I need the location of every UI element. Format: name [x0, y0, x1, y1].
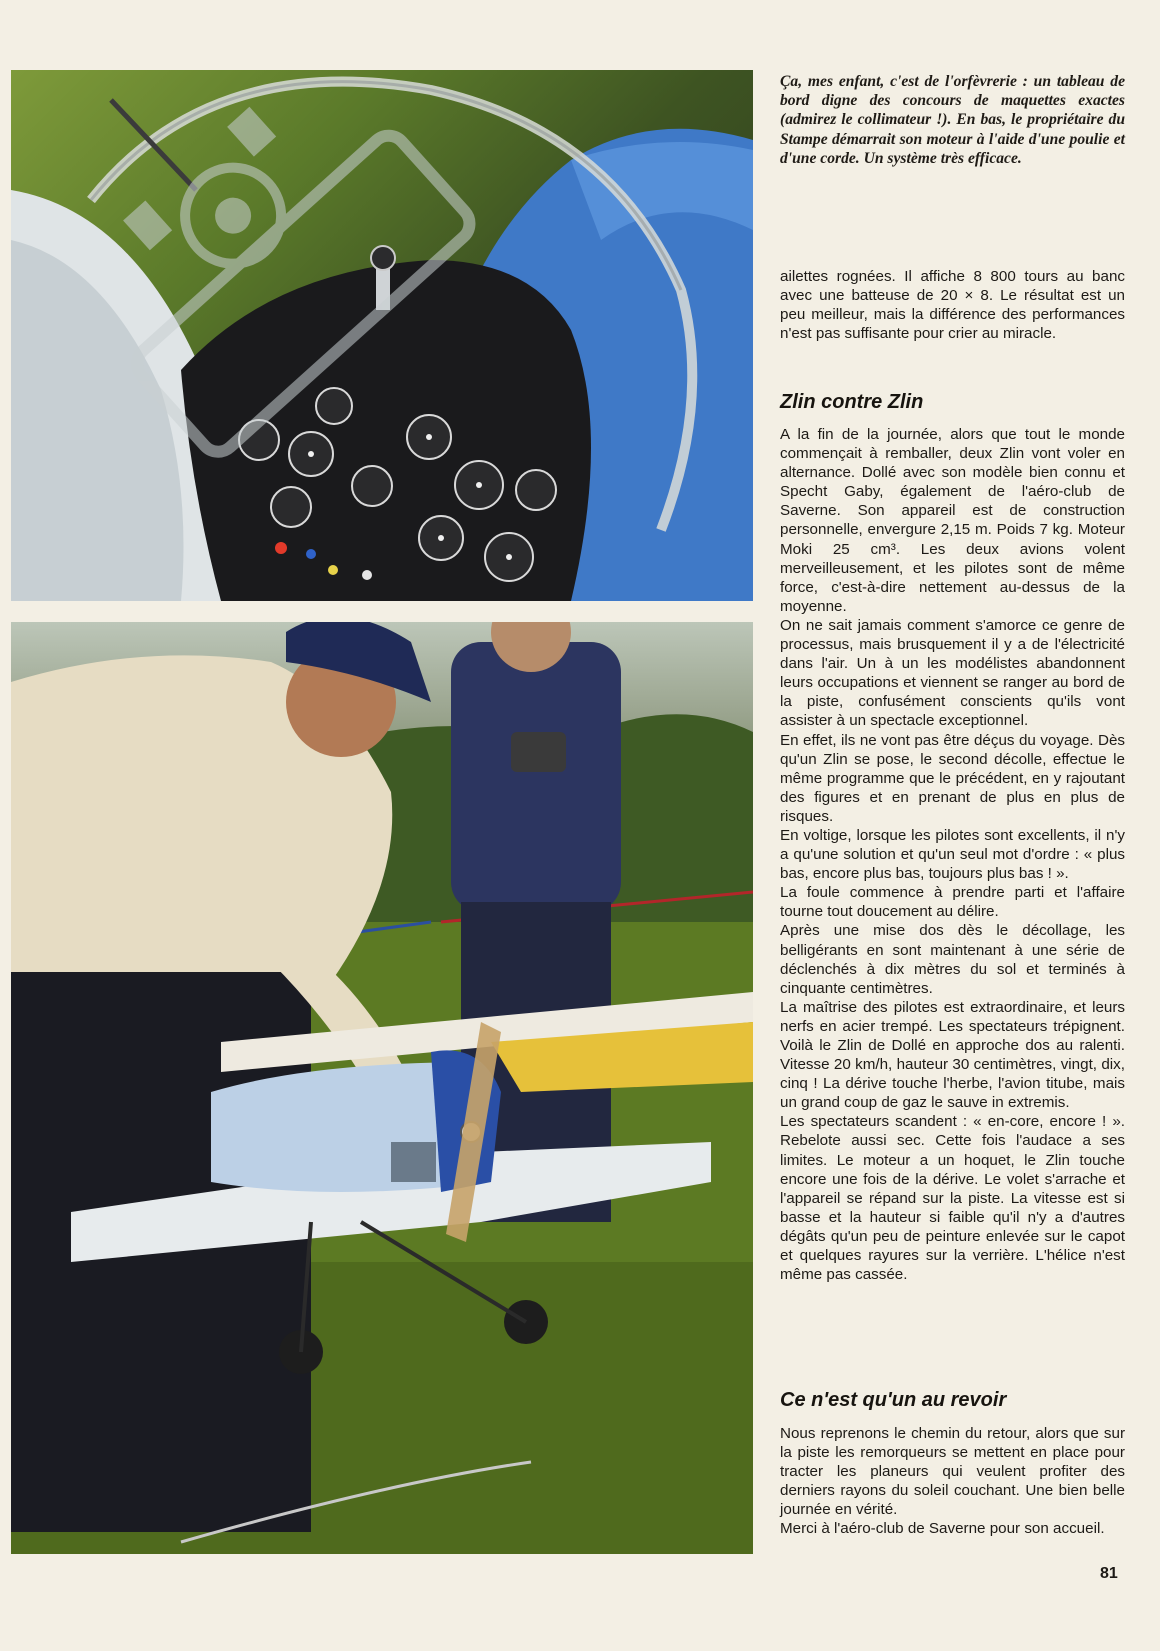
paragraph: En voltige, lorsque les pilotes sont excellents, il n'y a qu'une solution et qu'un seul mot d'ordre : « plus bas, encore plus bas, toujours plus bas ! ».: [780, 826, 1125, 883]
paragraph: Nous reprenons le chemin du retour, alors que sur la piste les remorqueurs se mettent en place pour tracter les planeurs qui veulent profiter des derniers rayons du soleil couchant. Une bien belle journée en vérité.: [780, 1425, 1125, 1519]
paragraph: Les spectateurs scandent : « en-core, encore ! ». Rebelote aussi sec. Cette fois l'audace a ses limites. Le moteur a un hoquet, le Zlin touche encore une fois de la dérive. Le volet s'arrache et l'appareil se répand sur la piste. La vitesse est si basse et la hauteur si faible qu'il n'y a d'autres dégâts qu'un peu de peinture enlevée sur le capot et quelques rayures sur la verrière. L'hélice n'est même pas cassée.: [780, 1113, 1125, 1284]
paragraph: En effet, ils ne vont pas être déçus du voyage. Dès qu'un Zlin se pose, le second décolle, effectue le même programme que le précédent, en y rajoutant des figures et en prenant de plus en plus de risques.: [780, 731, 1125, 825]
paragraph: La foule commence à prendre parti et l'affaire tourne tout doucement au délire.: [780, 884, 1125, 921]
lead-paragraph: ailettes rognées. Il affiche 8 800 tours au banc avec une batteuse de 20 × 8. Le résultat est un peu meilleur, mais la différence des performances n'est pas suffisante pour crier au miracle.: [780, 268, 1125, 343]
paragraph: Après une mise dos dès le décollage, les belligérants en sont maintenant à une série de déclenchés à dix mètres du sol et terminés à cinquante centimètres.: [780, 922, 1125, 997]
paragraph: A la fin de la journée, alors que tout le monde commençait à remballer, deux Zlin vont voler en alternance. Dollé avec son modèle bien connu et Specht Gaby, également de l'aéro-club de Saverne. Son appareil est de construction personnelle, envergure 2,15 m. Poids 7 kg. Moteur Moki 25 cm³. Les deux avions volent merveilleusement, et les pilotes sont de même force, c'est-à-dire nettement au-dessus de la moyenne.: [780, 426, 1125, 615]
page-number: 81: [1100, 1565, 1118, 1582]
section-heading-zlin: Zlin contre Zlin: [780, 391, 924, 413]
section-body-revoir: [780, 1424, 1125, 1539]
section-heading-revoir: Ce n'est qu'un au revoir: [780, 1389, 1007, 1411]
rcpapers-watermark: [85, 80, 515, 500]
photo-caption: Ça, mes enfant, c'est de l'orfèvrerie : un tableau de bord digne des concours de maquettes exactes (admirez le collimateur !). En bas, le propriétaire du Stampe démarrait son moteur à l'aide d'une poulie et d'une corde. Un système très efficace.: [780, 73, 1125, 167]
paragraph: On ne sait jamais comment s'amorce ce genre de processus, mais brusquement il y a de l'électricité dans l'air. Un à un les modélistes abandonnent leurs occupations et viennent se ranger au bord de la piste, confusément conscients qu'ils vont assister à un spectacle exceptionnel.: [780, 616, 1125, 730]
paragraph: La maîtrise des pilotes est extraordinaire, et leurs nerfs en acier trempé. Les spectateurs trépignent. Voilà le Zlin de Dollé en approche dos au ralenti. Vitesse 20 km/h, hauteur 30 centimètres, vingt, dix, cinq ! La dérive touche l'herbe, l'avion titube, mais un grand coup de gaz le sauve in extremis.: [780, 998, 1125, 1112]
stampe-illustration: [11, 622, 753, 1554]
paragraph: Merci à l'aéro-club de Saverne pour son accueil.: [780, 1520, 1105, 1538]
section-body-zlin: [780, 425, 1125, 1284]
stampe-start-photo: [11, 622, 753, 1554]
